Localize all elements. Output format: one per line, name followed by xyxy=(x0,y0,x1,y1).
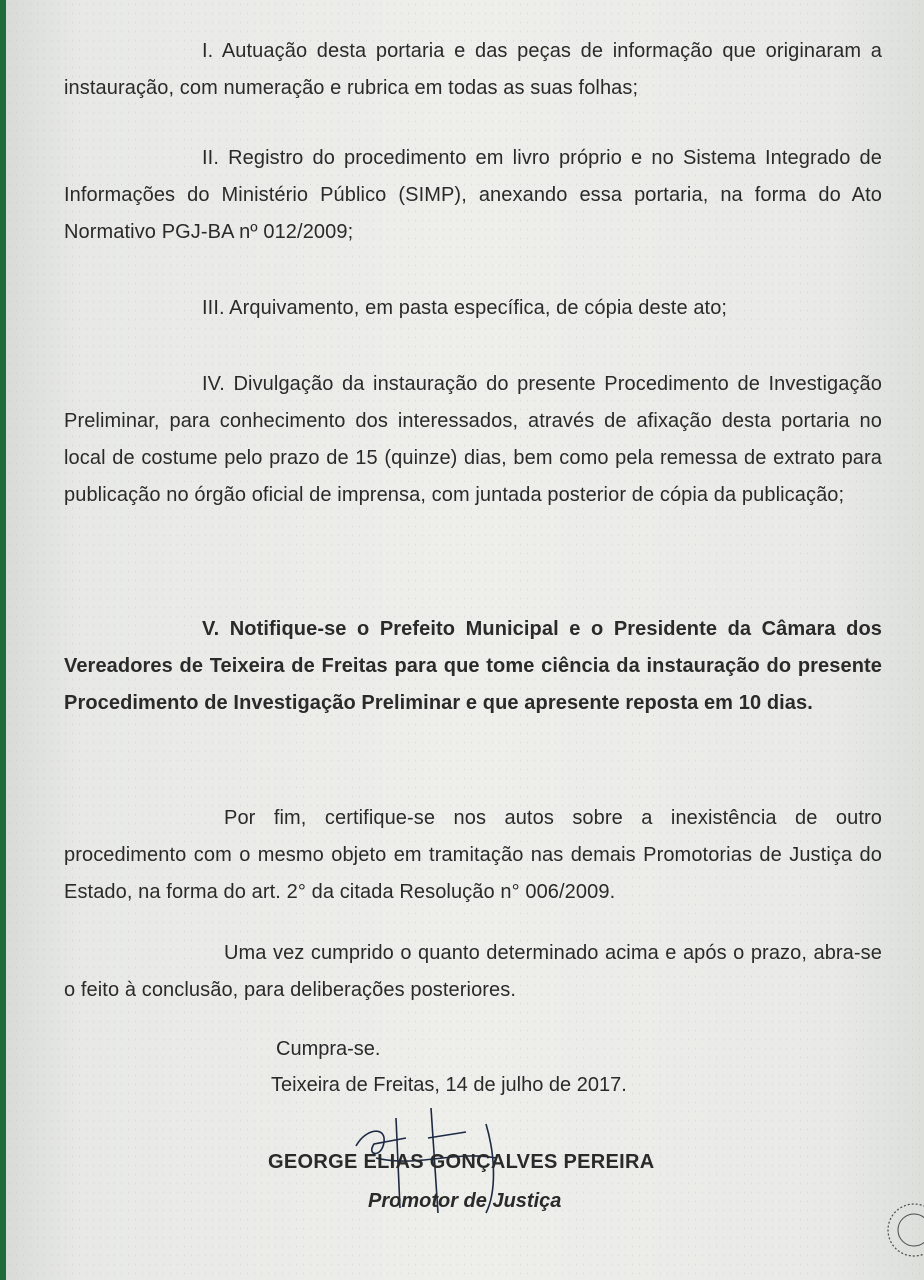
paragraph-item-ii: II. Registro do procedimento em livro próprio e no Sistema Integrado de Informações do Ministério Público (SIMP), anexando essa portaria, na forma do Ato Normativo PGJ-BA nº 012/2009; xyxy=(64,147,882,243)
paragraph-item-iv: IV. Divulgação da instauração do presente Procedimento de Investigação Preliminar, para conhecimento dos interessados, através de afixação desta portaria no local de costume pelo prazo de 15 (quinze) dias, bem como pela remessa de extrato para publicação no órgão oficial de imprensa, com juntada posterior de cópia da publicação; xyxy=(64,373,882,506)
signatory-role: Promotor de Justiça xyxy=(368,1190,562,1212)
paragraph-uma-vez: Uma vez cumprido o quanto determinado acima e após o prazo, abra-se o feito à conclusão, para deliberações posteriores. xyxy=(64,942,882,1001)
paragraph-item-i: I. Autuação desta portaria e das peças de informação que originaram a instauração, com numeração e rubrica em todas as suas folhas; xyxy=(64,40,882,99)
closing-place-date: Teixeira de Freitas, 14 de julho de 2017. xyxy=(271,1074,627,1096)
paragraph-por-fim: Por fim, certifique-se nos autos sobre a inexistência de outro procedimento com o mesmo objeto em tramitação nas demais Promotorias de Justiça do Estado, na forma do art. 2° da citada Resolução n° 006/2009. xyxy=(64,807,882,903)
document-page xyxy=(6,0,924,1280)
paragraph-item-v: V. Notifique-se o Prefeito Municipal e o Presidente da Câmara dos Vereadores de Teixeira de Freitas para que tome ciência da instauração do presente Procedimento de Investigação Preliminar e que apresente reposta em 10 dias. xyxy=(64,618,882,714)
paragraph-item-iii: III. Arquivamento, em pasta específica, de cópia deste ato; xyxy=(202,297,728,319)
closing-cumpra-se: Cumpra-se. xyxy=(276,1038,381,1060)
rubric-stamp xyxy=(884,1190,924,1270)
signatory-name: GEORGE ELIAS GONÇALVES PEREIRA xyxy=(268,1151,655,1173)
